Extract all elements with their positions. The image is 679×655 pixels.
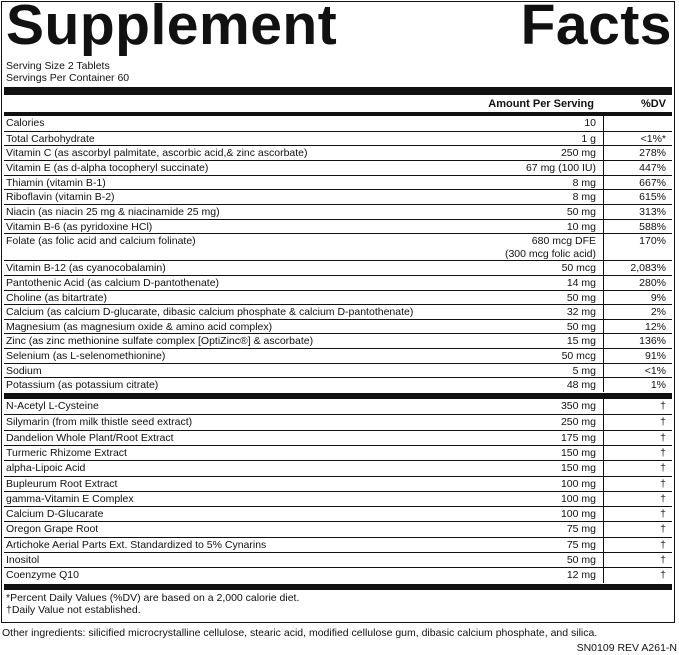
ingredient-name: Pantothenic Acid (as calcium D-pantothenate) bbox=[6, 276, 220, 289]
ingredient-amount: 67 mg (100 IU) bbox=[525, 161, 596, 174]
ingredient-dv: 280% bbox=[639, 276, 666, 289]
ingredient-name: Turmeric Rhizome Extract bbox=[6, 446, 127, 459]
ingredient-amount: 680 mcg DFE bbox=[531, 235, 596, 248]
ingredient-dv: † bbox=[660, 492, 666, 505]
ingredient-dv: <1% bbox=[644, 364, 666, 377]
ingredient-name: Oregon Grape Root bbox=[6, 523, 99, 536]
ingredient-dv: 170% bbox=[639, 235, 666, 248]
ingredient-dv: 313% bbox=[639, 205, 666, 218]
footnote-dagger: †Daily Value not established. bbox=[6, 603, 141, 616]
ingredient-amount: 100 mg bbox=[560, 508, 596, 521]
table-row bbox=[4, 460, 672, 476]
ingredient-dv: 2,083% bbox=[630, 262, 666, 275]
ingredient-name: Vitamin B-12 (as cyanocobalamin) bbox=[6, 262, 166, 275]
panel-title bbox=[6, 0, 672, 56]
table-row bbox=[4, 333, 672, 349]
table-row bbox=[4, 304, 672, 320]
ingredient-dv: † bbox=[660, 508, 666, 521]
ingredient-name: Zinc (as zinc methionine sulfate complex [OptiZinc®] & ascorbate) bbox=[6, 335, 314, 348]
ingredient-amount: 250 mg bbox=[560, 416, 596, 429]
table-row bbox=[4, 414, 672, 430]
other-ingredients: Other ingredients: silicified microcrystalline cellulose, stearic acid, modified cellulose gum, dibasic calcium phosphate, and silica. bbox=[2, 627, 598, 639]
ingredient-name: Thiamin (vitamin B-1) bbox=[6, 176, 106, 189]
ingredient-name: Vitamin B-6 (as pyridoxine HCl) bbox=[6, 220, 153, 233]
ingredient-amount: 10 mg bbox=[566, 220, 596, 233]
ingredient-dv: 278% bbox=[639, 147, 666, 160]
table-row bbox=[4, 319, 672, 335]
ingredient-name: alpha-Lipoic Acid bbox=[6, 462, 86, 475]
ingredient-dv: 12% bbox=[644, 320, 666, 333]
table-row bbox=[4, 399, 672, 414]
ingredient-name: Riboflavin (vitamin B-2) bbox=[6, 191, 115, 204]
ingredient-name: Folate (as folic acid and calcium folinate) bbox=[6, 235, 196, 248]
ingredient-dv: † bbox=[660, 523, 666, 536]
table-row bbox=[4, 491, 672, 507]
ingredient-amount: 48 mg bbox=[566, 379, 596, 392]
table-row bbox=[4, 476, 672, 492]
ingredient-dv: 9% bbox=[650, 291, 666, 304]
ingredient-dv: 615% bbox=[639, 191, 666, 204]
ingredient-amount: 100 mg bbox=[560, 492, 596, 505]
ingredient-dv: 588% bbox=[639, 220, 666, 233]
ingredient-name: Inositol bbox=[6, 554, 40, 567]
ingredient-dv: 447% bbox=[639, 161, 666, 174]
table-row bbox=[4, 260, 672, 276]
ingredient-amount: 50 mcg bbox=[561, 262, 596, 275]
ingredient-amount: 8 mg bbox=[572, 176, 596, 189]
thick-divider bbox=[4, 584, 672, 590]
amount-header: Amount Per Serving bbox=[488, 98, 594, 110]
supplement-facts-panel bbox=[1, 1, 675, 623]
ingredient-name: Calcium (as calcium D-glucarate, dibasic calcium phosphate & calcium D-pantothenate) bbox=[6, 306, 414, 319]
ingredient-amount: 250 mg bbox=[560, 147, 596, 160]
ingredient-dv: † bbox=[660, 462, 666, 475]
table-row bbox=[4, 506, 672, 522]
table-row bbox=[4, 160, 672, 176]
thick-divider bbox=[4, 87, 672, 95]
table-row bbox=[4, 521, 672, 537]
ingredient-dv: 136% bbox=[639, 335, 666, 348]
ingredient-amount: 32 mg bbox=[566, 306, 596, 319]
ingredient-amount: 50 mg bbox=[566, 291, 596, 304]
ingredient-dv: 2% bbox=[650, 306, 666, 319]
ingredient-name: N-Acetyl L-Cysteine bbox=[6, 400, 99, 413]
ingredient-dv: <1%* bbox=[640, 132, 666, 145]
table-row bbox=[4, 204, 672, 220]
ingredient-dv: † bbox=[660, 400, 666, 413]
footnote-dv: *Percent Daily Values (%DV) are based on a 2,000 calorie diet. bbox=[6, 591, 300, 604]
table-row bbox=[4, 537, 672, 553]
table-row bbox=[4, 363, 672, 379]
product-code: SN0109 REV A261-N bbox=[576, 642, 677, 654]
table-row bbox=[4, 275, 672, 291]
table-row bbox=[4, 233, 672, 261]
ingredient-name: gamma-Vitamin E Complex bbox=[6, 492, 134, 505]
table-row bbox=[4, 290, 672, 306]
ingredient-name: Calories bbox=[6, 117, 45, 129]
ingredient-amount: 75 mg bbox=[566, 538, 596, 551]
ingredient-name: Bupleurum Root Extract bbox=[6, 477, 118, 490]
ingredient-dv: † bbox=[660, 569, 666, 582]
ingredient-name: Potassium (as potassium citrate) bbox=[6, 379, 159, 392]
ingredient-amount: 100 mg bbox=[560, 477, 596, 490]
ingredient-amount: 15 mg bbox=[566, 335, 596, 348]
ingredient-name: Calcium D-Glucarate bbox=[6, 508, 104, 521]
table-row bbox=[4, 552, 672, 568]
table-row bbox=[4, 145, 672, 161]
dv-header: %DV bbox=[640, 98, 666, 110]
ingredient-dv: † bbox=[660, 554, 666, 567]
ingredient-name: Sodium bbox=[6, 364, 42, 377]
table-row bbox=[4, 116, 672, 131]
column-divider bbox=[603, 399, 604, 583]
table-row bbox=[4, 377, 672, 393]
ingredient-name: Artichoke Aerial Parts Ext. Standardized to 5% Cynarins bbox=[6, 538, 267, 551]
ingredient-amount: 5 mg bbox=[572, 364, 596, 377]
ingredient-name: Silymarin (from milk thistle seed extract) bbox=[6, 416, 193, 429]
ingredient-dv: 1% bbox=[650, 379, 666, 392]
ingredient-amount: 1 g bbox=[581, 132, 596, 145]
ingredient-dv: † bbox=[660, 431, 666, 444]
table-row bbox=[4, 219, 672, 235]
ingredient-name: Magnesium (as magnesium oxide & amino acid complex) bbox=[6, 320, 273, 333]
ingredient-dv: † bbox=[660, 416, 666, 429]
ingredient-dv: † bbox=[660, 477, 666, 490]
ingredient-amount: 350 mg bbox=[560, 400, 596, 413]
ingredient-amount: 75 mg bbox=[566, 523, 596, 536]
ingredient-name: Total Carbohydrate bbox=[6, 132, 95, 145]
ingredient-name: Vitamin C (as ascorbyl palmitate, ascorbic acid,& zinc ascorbate) bbox=[6, 147, 308, 160]
ingredient-name: Coenzyme Q10 bbox=[6, 569, 79, 582]
table-row bbox=[4, 445, 672, 461]
ingredient-name: Choline (as bitartrate) bbox=[6, 291, 107, 304]
table-row bbox=[4, 430, 672, 446]
ingredient-amount: 150 mg bbox=[560, 462, 596, 475]
ingredient-amount: 150 mg bbox=[560, 446, 596, 459]
ingredient-dv: † bbox=[660, 538, 666, 551]
ingredient-name: Vitamin E (as d-alpha tocopheryl succinate) bbox=[6, 161, 209, 174]
ingredient-amount-note: (300 mcg folic acid) bbox=[504, 248, 596, 261]
table-row bbox=[4, 348, 672, 364]
servings-per-container: Servings Per Container 60 bbox=[6, 72, 130, 84]
ingredient-dv: 91% bbox=[644, 350, 666, 363]
table-row bbox=[4, 131, 672, 147]
ingredient-name: Selenium (as L-selenomethionine) bbox=[6, 350, 166, 363]
ingredient-dv: 667% bbox=[639, 176, 666, 189]
ingredient-amount: 8 mg bbox=[572, 191, 596, 204]
ingredient-amount: 175 mg bbox=[560, 431, 596, 444]
table-row bbox=[4, 175, 672, 191]
table-row bbox=[4, 189, 672, 205]
ingredient-amount: 50 mg bbox=[566, 554, 596, 567]
ingredient-amount: 14 mg bbox=[566, 276, 596, 289]
ingredient-amount: 50 mcg bbox=[561, 350, 596, 363]
table-row bbox=[4, 567, 672, 583]
ingredient-amount: 12 mg bbox=[566, 569, 596, 582]
column-divider bbox=[603, 116, 604, 392]
ingredient-amount: 50 mg bbox=[566, 320, 596, 333]
ingredient-amount: 10 bbox=[584, 117, 596, 129]
ingredient-name: Niacin (as niacin 25 mg & niacinamide 25 mg) bbox=[6, 205, 220, 218]
title-left: Supplement bbox=[6, 0, 338, 57]
ingredient-name: Dandelion Whole Plant/Root Extract bbox=[6, 431, 174, 444]
title-right: Facts bbox=[520, 0, 672, 57]
serving-size: Serving Size 2 Tablets bbox=[6, 60, 110, 72]
ingredient-dv: † bbox=[660, 446, 666, 459]
ingredient-amount: 50 mg bbox=[566, 205, 596, 218]
